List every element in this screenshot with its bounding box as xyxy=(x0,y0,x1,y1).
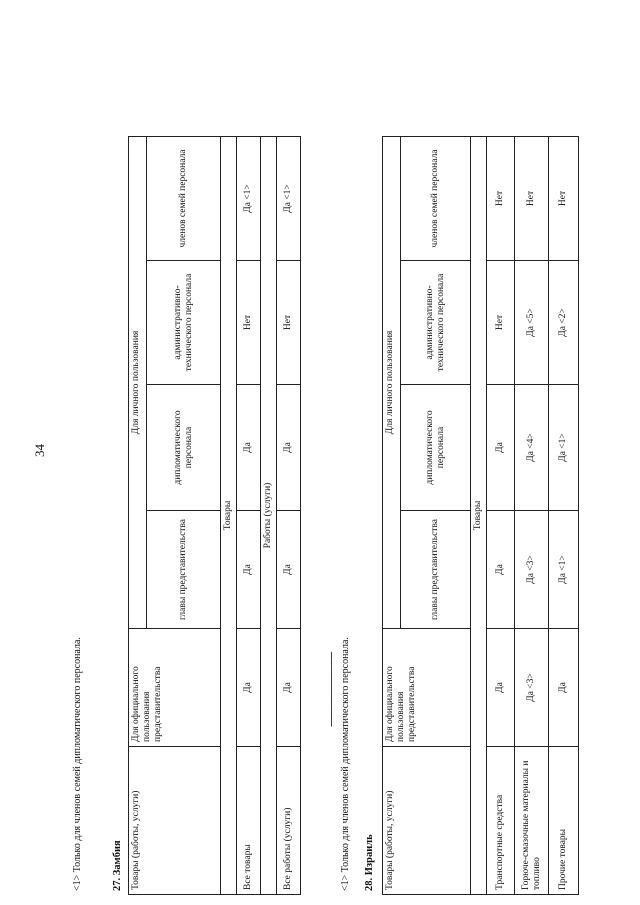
zambia-row-name: Все товары xyxy=(237,747,261,895)
cell-admin: Нет xyxy=(237,261,261,385)
table-row xyxy=(487,136,515,894)
cell-admin: Да <2> xyxy=(549,261,579,385)
cell-diplomatic: Да xyxy=(277,385,301,511)
israel-personal-header: Для личного пользования xyxy=(383,136,401,628)
israel-band-goods: Товары xyxy=(471,136,487,894)
cell-family: Да <1> xyxy=(277,136,301,260)
cell-family: Нет xyxy=(549,136,579,260)
cell-head: Да xyxy=(487,511,515,629)
israel-table xyxy=(382,136,579,895)
table-row xyxy=(515,136,549,894)
cell-head: Да <3> xyxy=(515,511,549,629)
zambia-note-separator: -------------------------------- xyxy=(326,652,337,727)
cell-official: Да xyxy=(549,629,579,747)
cell-official: Да xyxy=(237,629,261,747)
zambia-row-name: Все работы (услуги) xyxy=(277,747,301,895)
cell-diplomatic: Да <4> xyxy=(515,385,549,511)
zambia-band-works: Работы (услуги) xyxy=(261,136,277,894)
israel-goods-header: Товары (работы, услуги) xyxy=(383,747,471,895)
israel-heading: 28. Израиль xyxy=(364,834,375,891)
israel-official-header: Для официального пользования представительства xyxy=(383,629,471,747)
cell-admin: Да <5> xyxy=(515,261,549,385)
cell-family: Нет xyxy=(515,136,549,260)
cell-family: Нет xyxy=(487,136,515,260)
israel-family-header: членов семей персонала xyxy=(401,136,471,260)
cell-diplomatic: Да xyxy=(487,385,515,511)
cell-diplomatic: Да xyxy=(237,385,261,511)
zambia-head-header: главы представительства xyxy=(147,511,221,629)
zambia-table xyxy=(128,136,301,895)
zambia-band-goods: Товары xyxy=(221,136,237,894)
israel-admin-header: административно-технического персонала xyxy=(401,261,471,385)
table-row xyxy=(277,136,301,894)
zambia-goods-header: Товары (работы, услуги) xyxy=(129,747,221,895)
cell-head: Да xyxy=(237,511,261,629)
cell-official: Да xyxy=(277,629,301,747)
cell-admin: Нет xyxy=(487,261,515,385)
table-row xyxy=(237,136,261,894)
israel-row-name: Транспортные средства xyxy=(487,747,515,895)
zambia-personal-header: Для личного пользования xyxy=(129,136,147,628)
table-row xyxy=(549,136,579,894)
zambia-family-header: членов семей персонала xyxy=(147,136,221,260)
zambia-heading: 27. Замбия xyxy=(112,840,123,891)
israel-head-header: главы представительства xyxy=(401,511,471,629)
zambia-diplomatic-header: дипломатического персонала xyxy=(147,385,221,511)
cell-head: Да xyxy=(277,511,301,629)
zambia-footnote: <1> Только для членов семей дипломатического персонала. xyxy=(340,637,351,891)
zambia-admin-header: административно-технического персонала xyxy=(147,261,221,385)
cell-official: Да <3> xyxy=(515,629,549,747)
top-footnote: <1> Только для членов семей дипломатического персонала. xyxy=(72,637,83,891)
page-number: 34 xyxy=(32,444,47,457)
cell-head: Да <1> xyxy=(549,511,579,629)
zambia-official-header: Для официального пользования представительства xyxy=(129,629,221,747)
cell-admin: Нет xyxy=(277,261,301,385)
israel-row-name: Горюче-смазочные материалы и топливо xyxy=(515,747,549,895)
cell-diplomatic: Да <1> xyxy=(549,385,579,511)
cell-official: Да xyxy=(487,629,515,747)
israel-diplomatic-header: дипломатического персонала xyxy=(401,385,471,511)
israel-row-name: Прочие товары xyxy=(549,747,579,895)
cell-family: Да <1> xyxy=(237,136,261,260)
